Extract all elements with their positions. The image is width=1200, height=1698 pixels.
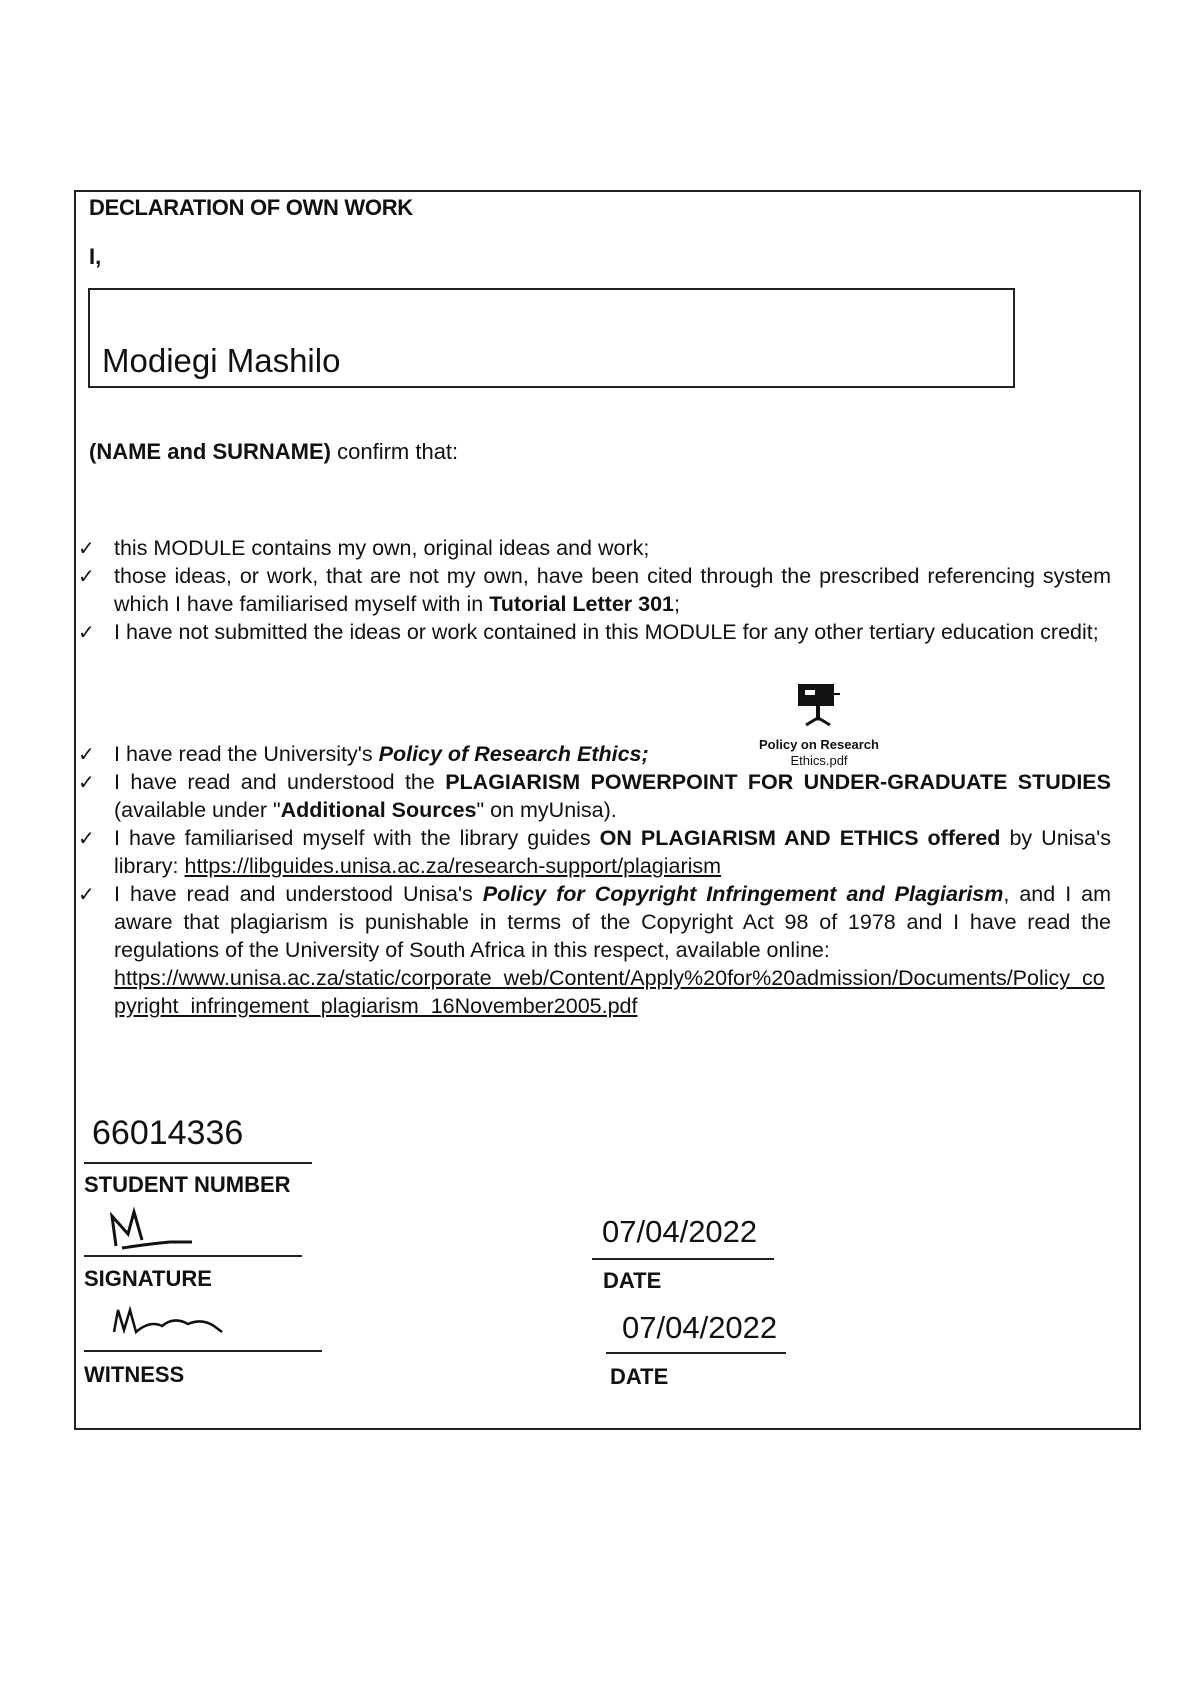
pdf-document-icon: [794, 681, 844, 729]
confirm-suffix: confirm that:: [331, 439, 459, 464]
signature-date-line: [592, 1258, 774, 1260]
declaration-checklist: [76, 534, 1111, 1020]
policy-attachment[interactable]: [739, 681, 899, 769]
student-number-line: [84, 1162, 312, 1164]
witness-date-label: DATE: [610, 1364, 669, 1389]
checkmark-icon: ✓: [78, 770, 95, 794]
checklist-item: ✓ I have read and understood the PLAGIARISM POWERPOINT FOR UNDER-GRADUATE STUDIES (available under "Additional Sources" on myUnisa).: [78, 770, 1111, 822]
checkmark-icon: ✓: [78, 826, 95, 850]
signature-date-value: 07/04/2022: [602, 1214, 758, 1249]
confirm-statement: [89, 439, 458, 465]
checkmark-icon: ✓: [78, 882, 95, 906]
checkmark-icon: ✓: [78, 620, 95, 644]
declaration-form: [74, 190, 1141, 1430]
checklist-item: ✓ I have read the University's Policy of Research Ethics;: [78, 742, 649, 766]
student-number-label: STUDENT NUMBER: [84, 1172, 291, 1197]
attachment-label-2: Ethics.pdf: [790, 753, 848, 768]
checkmark-icon: ✓: [78, 564, 95, 588]
witness-line: [84, 1350, 322, 1352]
checklist-item: ✓ I have not submitted the ideas or work contained in this MODULE for any other tertiary education credit;: [78, 620, 1099, 644]
signature-date-label: DATE: [603, 1268, 662, 1293]
intro-text: I,: [89, 244, 102, 269]
signature-line: [84, 1255, 302, 1257]
name-value: Modiegi Mashilo: [102, 342, 341, 379]
name-field[interactable]: [88, 288, 1015, 388]
witness-date-line: [606, 1352, 786, 1354]
checklist-item: ✓ I have read and understood Unisa's Policy for Copyright Infringement and Plagiarism, and I am aware that plagiarism is punishable in terms of the Copyright Act 98 of 1978 and I have read the regulations of the University of South Africa in this respect, available online: https://www.unisa.ac.za/static/corporate_web/Content/Apply%20for%20admission/Documents/Policy_copyright_infringement_plagiarism_16November2005.pdf: [78, 882, 1112, 1018]
witness-date-value: 07/04/2022: [622, 1310, 778, 1345]
witness-signature-mark: [110, 1302, 230, 1342]
witness-label: WITNESS: [84, 1362, 185, 1387]
form-title: DECLARATION OF OWN WORK: [89, 195, 413, 220]
confirm-prefix: (NAME and SURNAME): [89, 439, 331, 464]
checkmark-icon: ✓: [78, 742, 95, 766]
libguides-link[interactable]: https://libguides.unisa.ac.za/research-support/plagiarism: [184, 854, 722, 878]
student-signature-mark: [108, 1204, 198, 1254]
checkmark-icon: ✓: [78, 536, 95, 560]
checklist-item: ✓ this MODULE contains my own, original ideas and work;: [78, 536, 650, 560]
student-number-value: 66014336: [92, 1114, 244, 1152]
policy-link[interactable]: https://www.unisa.ac.za/static/corporate_web/Content/Apply%20for%20admission/Documents/Policy_copyright_infringement_plagiarism_16November2005.pdf: [114, 966, 1105, 1018]
checklist-item: ✓ those ideas, or work, that are not my own, have been cited through the prescribed referencing system which I have familiarised myself with in Tutorial Letter 301;: [78, 564, 1111, 616]
attachment-label-1: Policy on Research: [759, 737, 879, 752]
checklist-item: ✓ I have familiarised myself with the library guides ON PLAGIARISM AND ETHICS offered by Unisa's library: https://libguides.unisa.ac.za/research-support/plagiarism: [78, 826, 1111, 878]
signature-label: SIGNATURE: [84, 1266, 212, 1291]
